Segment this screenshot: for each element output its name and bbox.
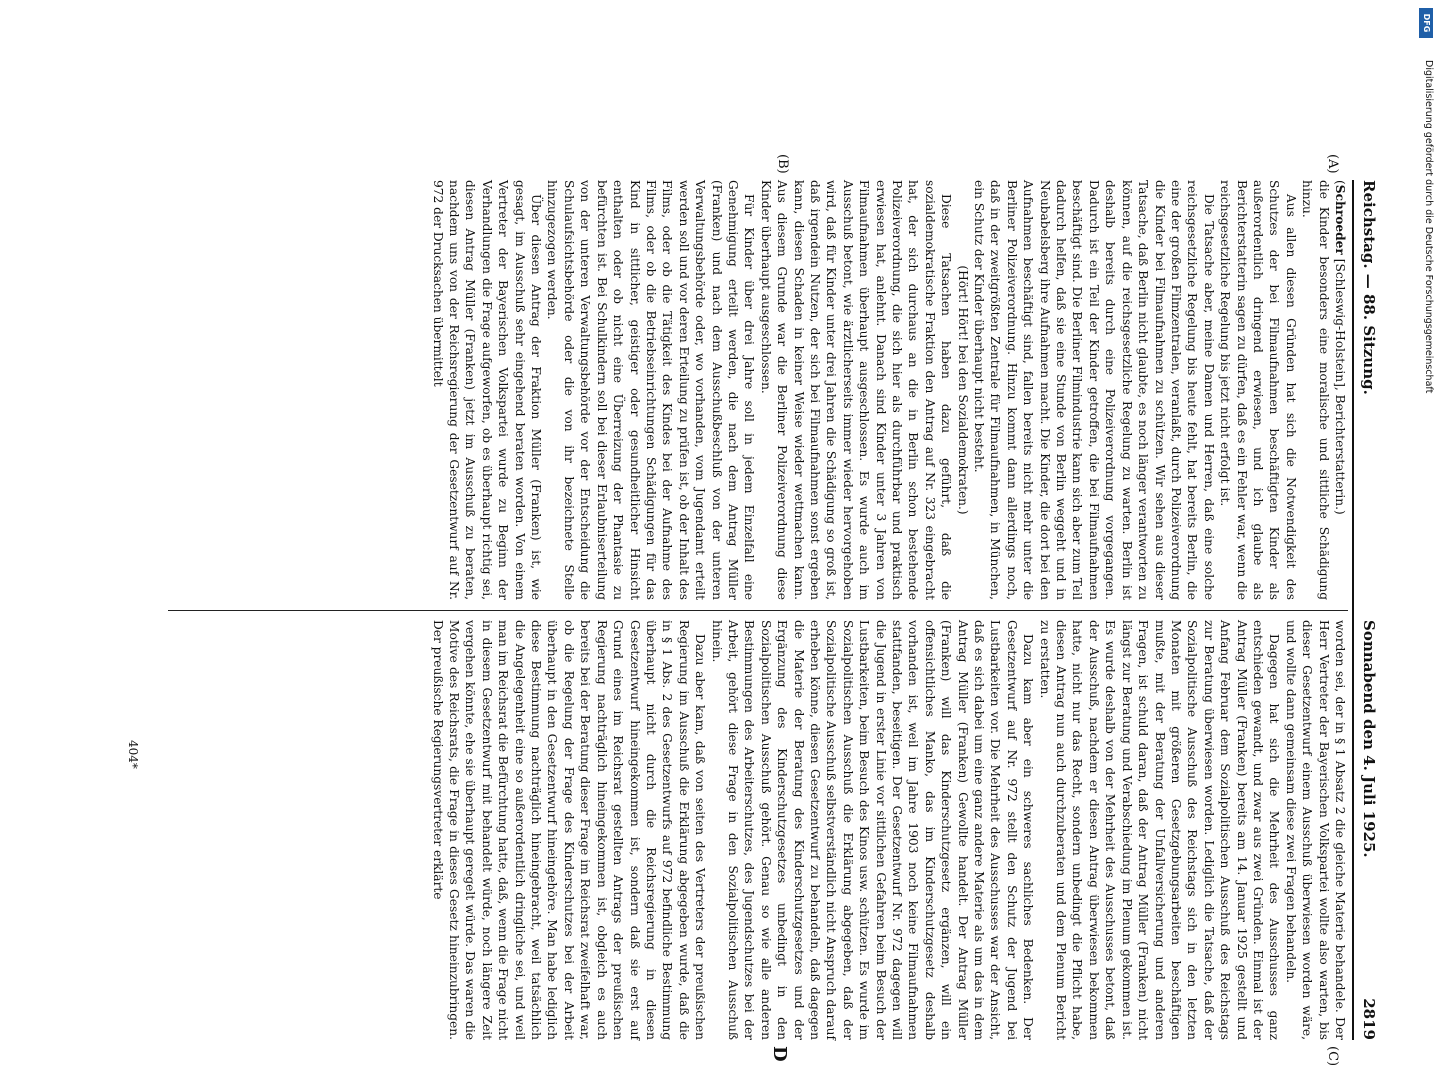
column-separator bbox=[168, 610, 1348, 611]
margin-mark-b: (B) bbox=[775, 154, 790, 174]
dfg-logo-text: DFG bbox=[1422, 13, 1431, 33]
digitization-credit bbox=[1418, 14, 1434, 994]
signature-mark: 404* bbox=[126, 740, 140, 769]
left-paragraph: Diese Tatsachen haben dazu geführt, daß die sozialdemokratische Fraktion den Antrag auf Nr. 323 eingebracht hat, der sich durchaus an die in Berlin schon bestehende Polizeiverordnung, die sich hier als durchführbar und praktisch erwiesen hat, anlehnt. Danach sind Kinder unter 3 Jahren von Filmaufnahmen überhaupt ausgeschlossen. Es wurde auch im Ausschuß betont, wie ärztlicherseits immer wieder hervorgehoben wird, daß für Kinder unter drei Jahren die Schädigung so groß ist, daß irgendein Nutzen, der sich bei Filmaufnahmen sonst ergeben kann, diesen Schaden in keiner Weise wieder wettmachen kann. Aus diesem Grunde war die Berliner Polizeiverordnung diese Kinder überhaupt ausgeschlossen. bbox=[758, 180, 954, 600]
left-column bbox=[148, 180, 1348, 600]
running-header bbox=[1354, 180, 1380, 1040]
margin-mark-a: (A) bbox=[1325, 154, 1340, 174]
header-rule bbox=[1352, 180, 1354, 1040]
speaker-note: [Schleswig-Holstein], Berichterstatterin.) bbox=[1333, 258, 1347, 515]
credit-text: Digitalisierung gefördert durch die Deutsche Forschungsgemeinschaft bbox=[1423, 60, 1434, 394]
right-paragraph: Dazu kam aber ein schweres sachliches Bedenken. Der Gesetzentwurf auf Nr. 972 stellt den Schutz der Jugend bei Lustbarkeiten vor. Die Mehrheit des Ausschusses war der Ansicht, daß es sich dabei um eine ganz andere Materie als um das in dem Antrag Müller (Franken) Gewollte handelt. Der Antrag Müller (Franken) will das Kinderschutzgesetz ergänzen, will ein offensichtliches Manko, das im Kinderschutzgesetz deshalb vorhanden ist, weil im Jahre 1903 noch keine Filmaufnahmen stattfanden, beseitigen. Der Gesetzentwurf Nr. 972 dagegen will die Jugend in erster Linie vor sittlichen Gefahren beim Besuch der Lustbarkeiten, beim Besuch des Kinos usw. schützen. Es wurde im Sozialpolitischen Ausschuß die Erklärung abgegeben, daß der Sozialpolitische Ausschuß selbstverständlich nicht Anspruch darauf erheben könne, diesen Gesetzentwurf zu behandeln, daß dagegen die Materie der Beratung des Kinderschutzgesetzes und der Ergänzung des Kinderschutzgesetzes unbedingt in den Sozialpolitischen Ausschuß gehört. Genau so wie alle anderen Bestimmungen des Arbeiterschutzes, des Jugendschutzes bei der Arbeit, gehört diese Frage in den Sozialpolitischen Ausschuß hinein. bbox=[709, 620, 1036, 1040]
right-paragraph: Dagegen hat sich die Mehrheit des Ausschusses ganz entschieden gewandt, und zwar aus zwei Gründen. Einmal ist der Antrag Müller (Franken) bereits am 14. Januar 1925 gestellt und Anfang Februar dem Sozialpolitischen Ausschuß des Reichstags zur Beratung überwiesen worden. Lediglich die Tatsache, daß der Sozialpolitische Ausschuß des Reichstags sich in den letzten Monaten mit größeren Gesetzgebungsarbeiten beschäftigen mußte, mit der Beratung der Unfallversicherung und anderen Fragen, ist schuld daran, daß der Antrag Müller (Franken) nicht längst zur Beratung und Verabschiedung im Plenum gekommen ist. Es wurde deshalb von der Mehrheit des Ausschusses betont, daß der Ausschuß, nachdem er diesen Antrag überwiesen bekommen hatte, nicht nur das Recht, sondern unbedingt die Pflicht habe, diesen Antrag nun auch durchzuberaten und dem Plenum Bericht zu erstatten. bbox=[1037, 620, 1282, 1040]
margin-mark-d: D bbox=[769, 1046, 790, 1062]
right-paragraph: worden sei, der in § 1 Absatz 2 die gleiche Materie behandele. Der Herr Vertreter der Bayerischen Volkspartei wollte also warten, bis dieser Gesetzentwurf einem Ausschuß überwiesen worden wäre, und wollte dann gemeinsam diese zwei Fragen behandeln. bbox=[1283, 620, 1347, 1040]
speaker-name: Schroeder bbox=[1333, 184, 1347, 255]
left-paragraph: Aus allen diesen Gründen hat sich die Notwendigkeit des Schutzes der bei Filmaufnahmen beschäftigten Kinder als außerordentlich dringend erwiesen, und ich glaube als Berichterstatterin sagen zu dürfen, daß es ein Fehler war, wenn die reichsgesetzliche Regelung bis jetzt nicht erfolgt ist. bbox=[1218, 180, 1298, 600]
left-paragraph: Die Tatsache aber, meine Damen und Herren, daß eine solche reichsgesetzliche Regelung bis heute fehlt, hat bereits Berlin, die eine der großen Filmzentralen, veranlaßt, durch Polizeiverordnung die Kinder bei Filmaufnahmen zu schützen. Wir sehen aus dieser Tatsache, daß Berlin nicht glaubte, es noch länger verantworten zu können, auf die reichsgesetzliche Regelung zu warten. Berlin ist deshalb bereits durch eine Polizeiverordnung vorgegangen. Dadurch ist ein Teil der Kinder getroffen, die bei Filmaufnahmen beschäftigt sind. Die Berliner Filmindustrie kann sich aber zum Teil dadurch helfen, daß sie eine Stunde von Berlin weggeht und in Neubabelsberg ihre Aufnahmen macht. Die Kinder, die dort bei den Aufnahmen beschäftigt sind, fallen bereits nicht mehr unter die Berliner Polizeiverordnung. Hinzu kommt dann allerdings noch, daß in der zweitgrößten Zentrale für Filmaufnahmen, in München, ein Schutz der Kinder überhaupt nicht besteht. bbox=[972, 180, 1216, 600]
right-column bbox=[148, 620, 1348, 1040]
header-center: Sonnabend den 4. Juli 1925. bbox=[1360, 620, 1378, 858]
interjection: (Hört! Hört! bei den Sozialdemokraten.) bbox=[955, 265, 970, 515]
left-paragraph: Über diesen Antrag der Fraktion Müller (Franken) ist, wie gesagt, im Ausschuß sehr eingehend beraten worden. Von einem Vertreter der Bayerischen Volkspartei wurde zu Beginn der Verhandlungen die Frage aufgeworfen, ob es überhaupt richtig sei, diesen Antrag Müller (Franken) jetzt im Ausschuß zu beraten, nachdem uns von der Reichsregierung der Gesetzentwurf auf Nr. 972 der Drucksachen übermittelt bbox=[430, 180, 544, 600]
header-left: Reichstag. — 88. Sitzung. bbox=[1360, 180, 1378, 395]
left-paragraph: die Kinder besonders eine moralische und sittliche Schädigung hinzu. bbox=[1300, 180, 1331, 600]
page-number: 2819 bbox=[1360, 998, 1378, 1040]
left-paragraph: Für Kinder über drei Jahre soll in jedem Einzelfall eine Genehmigung erteilt werden, die nach dem Antrag Müller (Franken) und nach dem Ausschußbeschluß von der unteren Verwaltungsbehörde oder, wo vorhanden, vom Jugendamt erteilt werden soll und vor deren Erteilung zu prüfen ist, ob der Inhalt des Films, oder ob die Tätigkeit des Kindes bei der Aufnahme des Films, oder ob die Betriebseinrichtungen Schädigungen für das Kind in sittlicher, geistiger oder gesundheitlicher Hinsicht enthalten oder ob nicht eine Überreizung der Phantasie zu befürchten ist. Bei Schulkindern soll bei dieser Erlaubniserteilung von der unteren Verwaltungsbehörde vor der Entscheidung die Schulaufsichtsbehörde oder die von ihr bezeichnete Stelle hinzugezogen werden. bbox=[545, 180, 757, 600]
right-paragraph: Dazu aber kam, daß von seiten des Vertreters der preußischen Regierung im Ausschuß die Erklärung abgegeben wurde, daß die in § 1 Abs. 2 des Gesetzentwurfs auf 972 befindliche Bestimmung überhaupt nicht durch die Reichsregierung in diesen Gesetzentwurf hineingekommen ist, sondern daß sie erst auf Grund eines im Reichsrat gestellten Antrags der preußischen Regierung nachträglich hineingekommen ist, obgleich es auch bereits bei der Beratung dieser Frage im Reichsrat zweifelhaft war, ob die Regelung der Frage des Kinderschutzes bei der Arbeit überhaupt in den Gesetzentwurf hineingehöre. Man habe lediglich diese Bestimmung nachträglich hineingebracht, weil tatsächlich die Angelegenheit eine so außerordentlich dringliche sei, und weil man im Reichsrat die Befürchtung hatte, daß, wenn die Frage nicht in diesem Gesetzentwurf mit behandelt würde, noch längere Zeit vergehen könnte, ehe sie überhaupt geregelt würde. Das waren die Motive des Reichsrats, die Frage in dieses Gesetz hineinzubringen. Der preußische Regierungsvertreter erklärte bbox=[430, 620, 708, 1040]
printed-page bbox=[90, 154, 1380, 1066]
margin-mark-c: (C) bbox=[1325, 1046, 1340, 1066]
speaker-line: (Schroeder [Schleswig-Holstein], Berichterstatterin.) bbox=[1333, 180, 1347, 515]
